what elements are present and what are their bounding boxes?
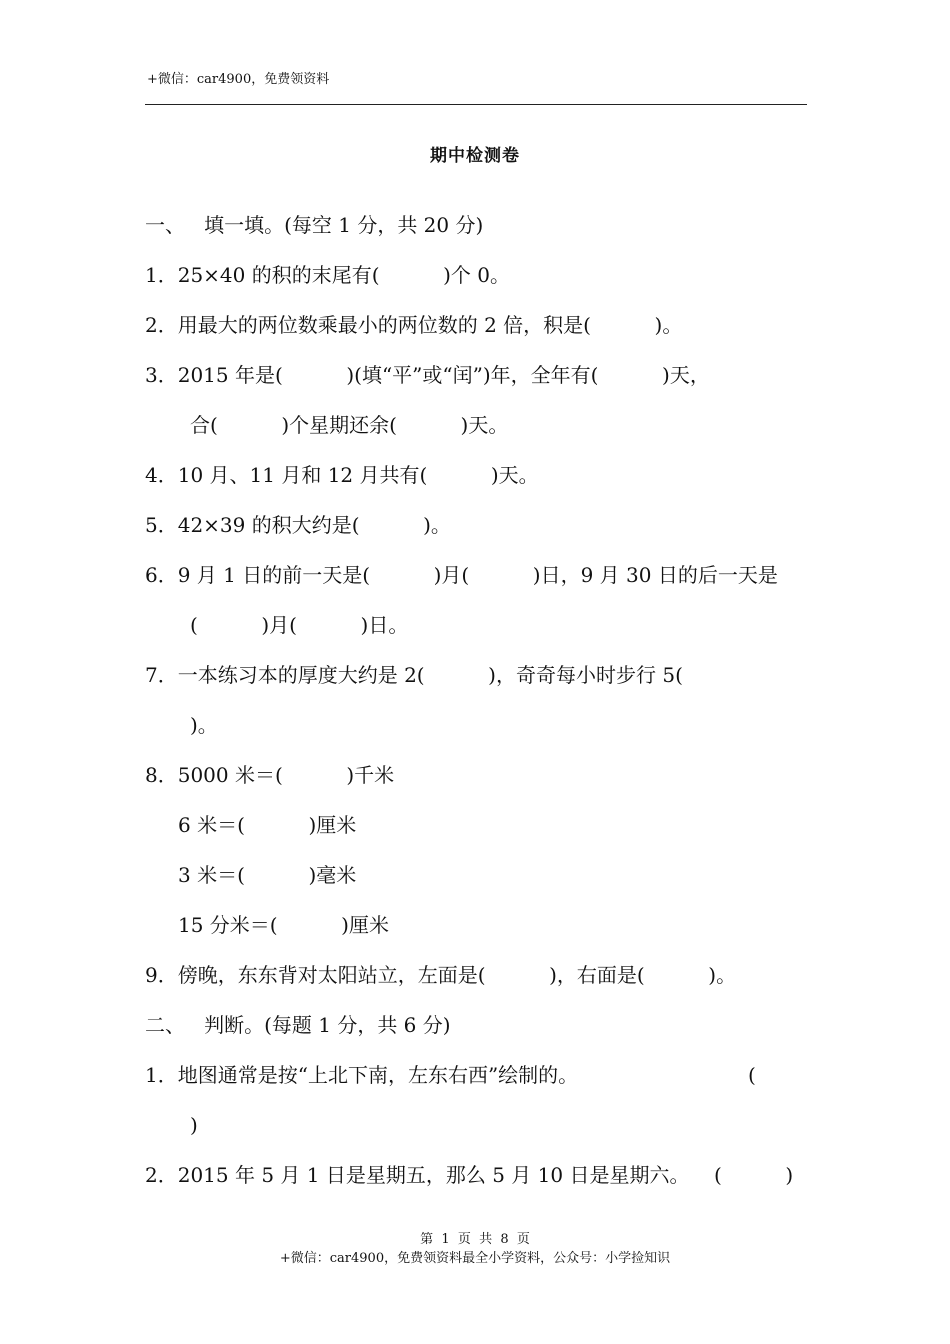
question-1-8c: 3 米＝( )毫米: [178, 863, 357, 887]
question-1-3-cont: 合( )个星期还余( )天。: [190, 413, 509, 437]
question-1-8d: 15 分米＝( )厘米: [178, 913, 389, 937]
header-divider: [145, 104, 807, 105]
question-1-7: 7．一本练习本的厚度大约是 2( )，奇奇每小时步行 5(: [145, 663, 683, 687]
section-heading-fill-in: 一、 填一填。(每空 1 分，共 20 分): [145, 213, 484, 237]
question-2-2-answer: ( ): [714, 1163, 794, 1187]
question-2-2: 2．2015 年 5 月 1 日是星期五，那么 5 月 10 日是星期六。: [145, 1163, 690, 1187]
question-1-9: 9．傍晚，东东背对太阳站立，左面是( )，右面是( )。: [145, 963, 737, 987]
question-1-1: 1．25×40 的积的末尾有( )个 0。: [145, 263, 510, 287]
question-1-3: 3．2015 年是( )(填“平”或“闰”)年，全年有( )天，: [145, 363, 710, 387]
question-1-8a: 8．5000 米＝( )千米: [145, 763, 395, 787]
question-1-2: 2．用最大的两位数乘最小的两位数的 2 倍，积是( )。: [145, 313, 683, 337]
page-title: 期中检测卷: [430, 146, 520, 166]
question-2-1-answer-close: ): [190, 1113, 198, 1137]
question-1-8b: 6 米＝( )厘米: [178, 813, 357, 837]
question-1-5: 5．42×39 的积大约是( )。: [145, 513, 451, 537]
question-1-7-cont: )。: [190, 713, 218, 737]
question-1-6: 6．9 月 1 日的前一天是( )月( )日，9 月 30 日的后一天是: [145, 563, 778, 587]
question-2-1: 1．地图通常是按“上北下南，左东右西”绘制的。: [145, 1063, 579, 1087]
footer-page-info: 第 1 页 共 8 页: [420, 1232, 530, 1247]
footer-note: +微信：car4900，免费领资料最全小学资料，公众号：小学捡知识: [279, 1251, 671, 1266]
section-heading-judge: 二、 判断。(每题 1 分，共 6 分): [145, 1013, 451, 1037]
question-1-4: 4．10 月、11 月和 12 月共有( )天。: [145, 463, 539, 487]
question-1-6-cont: ( )月( )日。: [190, 613, 409, 637]
question-2-1-answer-open: (: [748, 1063, 756, 1087]
header-note: +微信：car4900，免费领资料: [147, 72, 330, 87]
